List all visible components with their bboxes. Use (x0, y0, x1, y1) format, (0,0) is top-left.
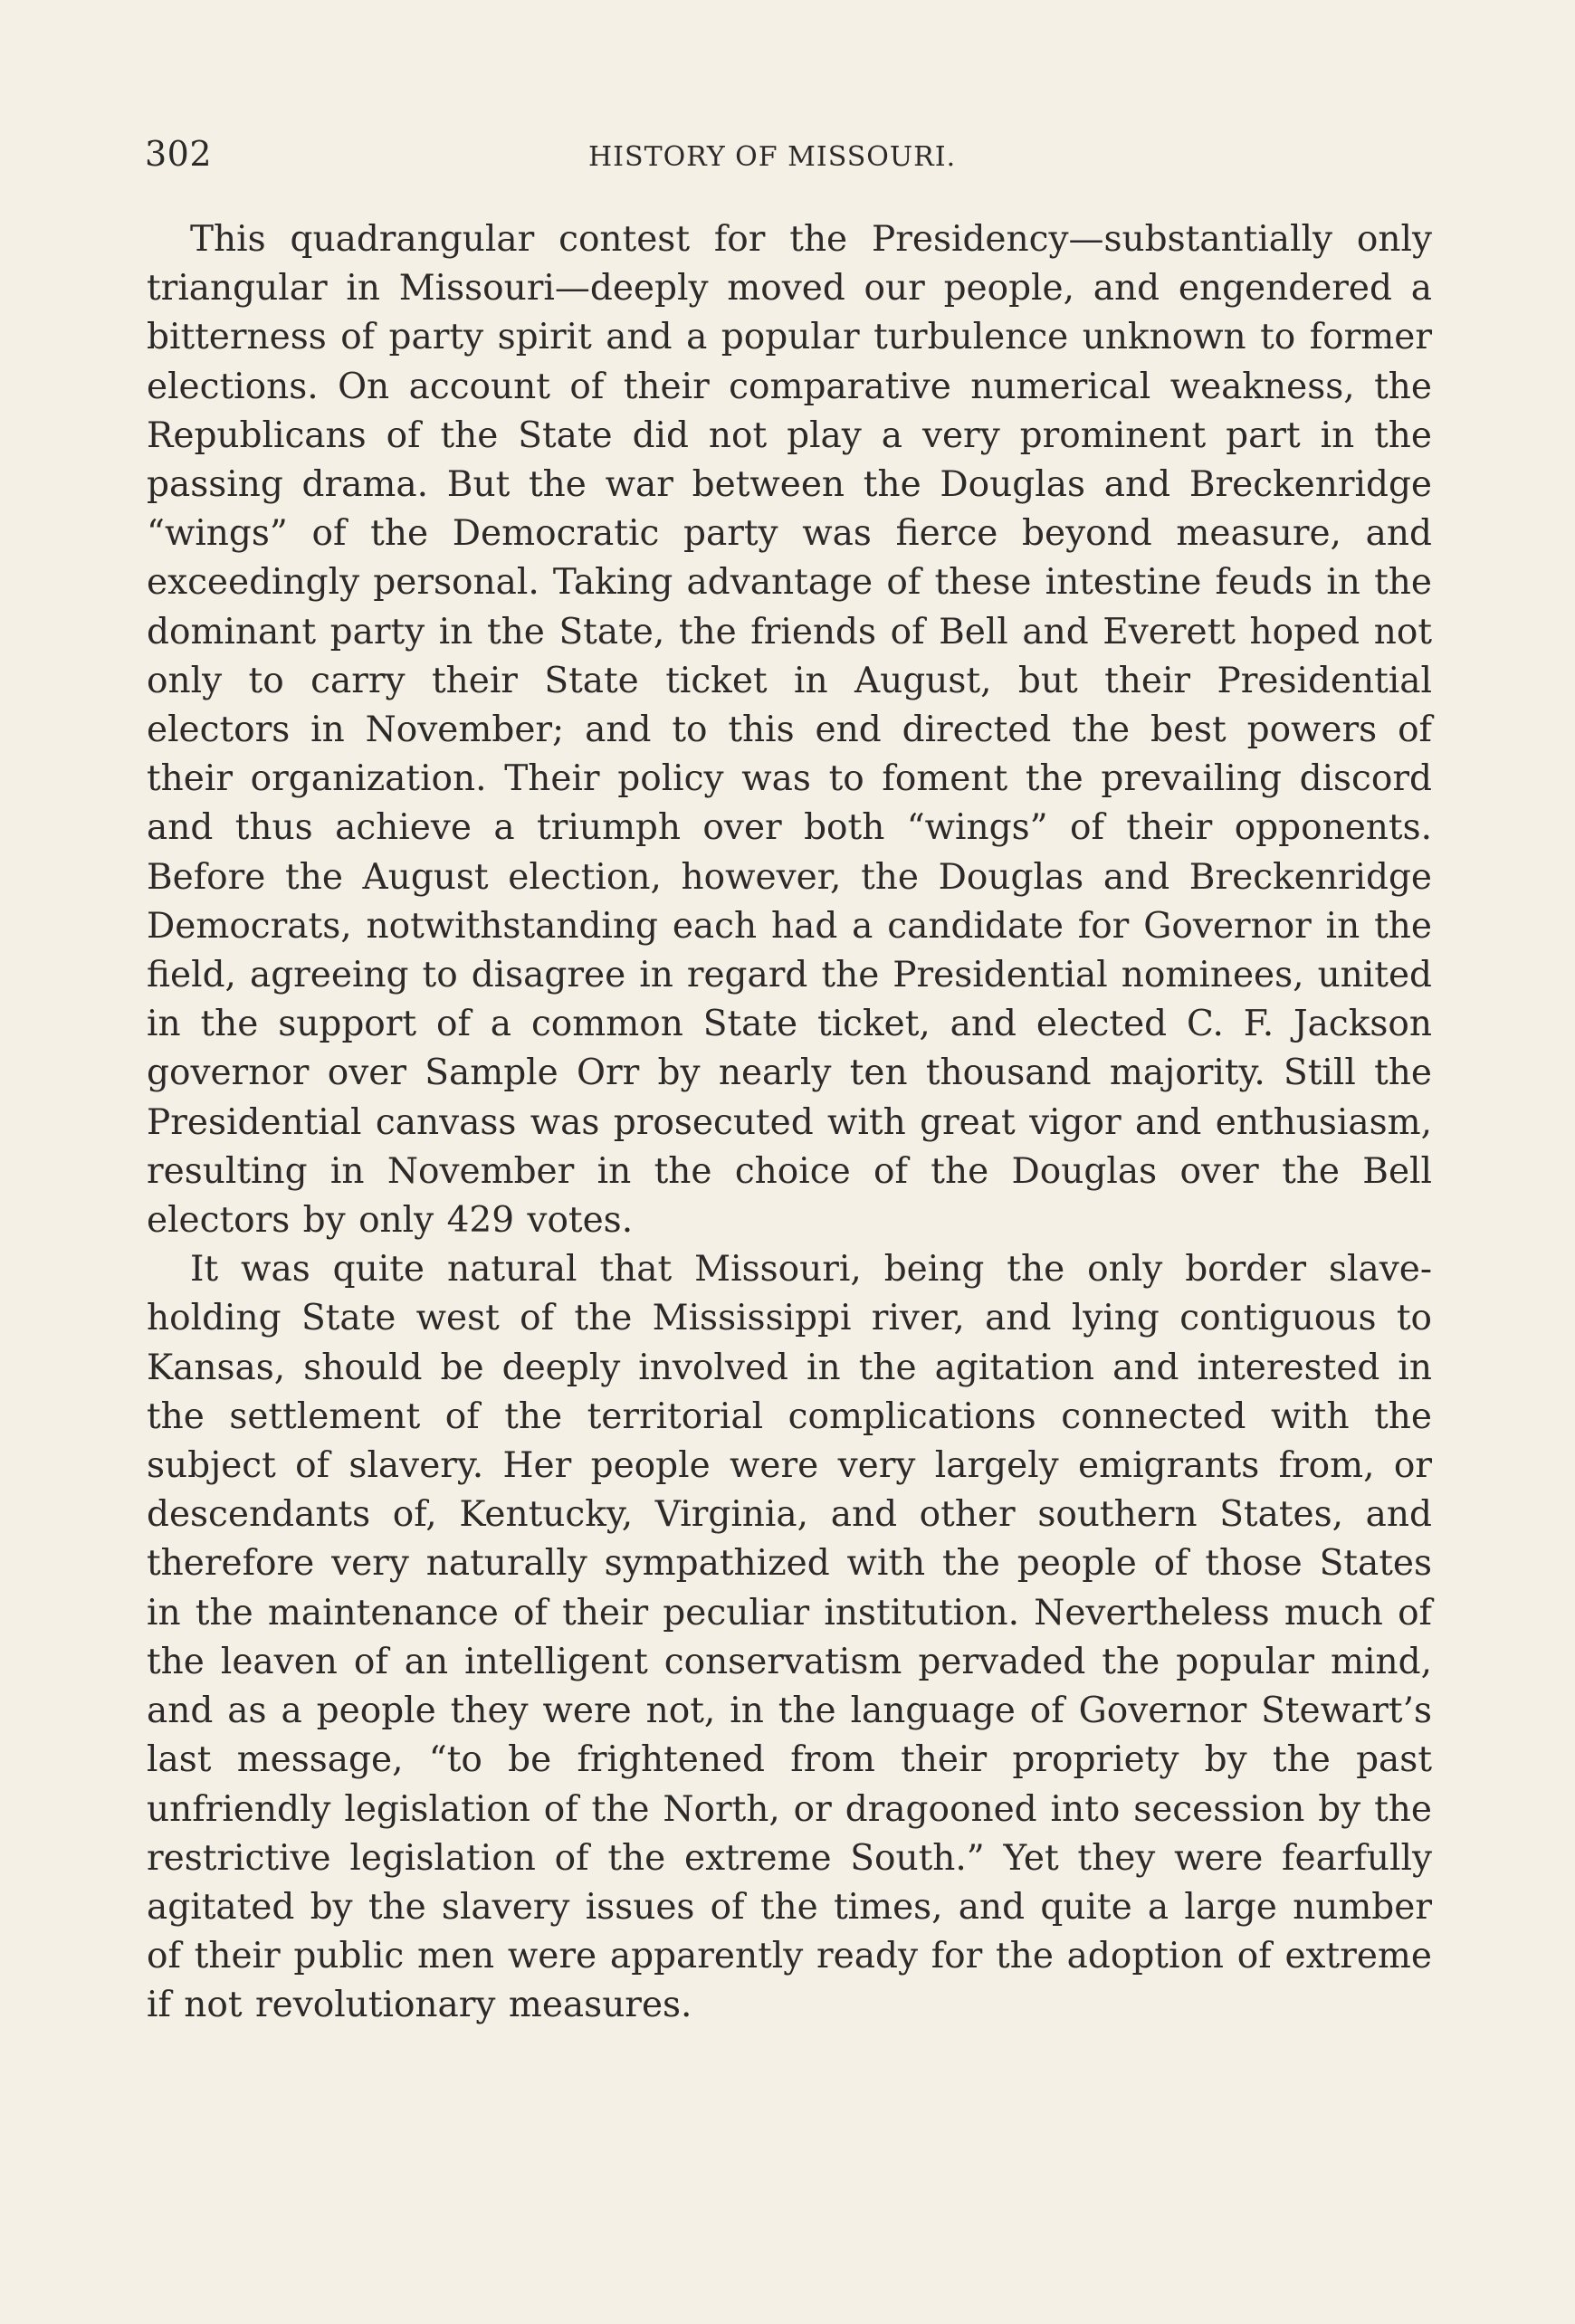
running-title: HISTORY OF MISSOURI. (588, 141, 957, 173)
body-text (147, 215, 1432, 2031)
paragraph: This quadrangular contest for the Presidency—substantially only triangular in Missouri—deeply moved our people, and engendered a bitterness of party spirit and a popular turbulence unknown to former elections. On account of their comparative numerical weakness, the Republicans of the State did not play a very prominent part in the passing drama. But the war between the Douglas and Breckenridge “wings” of the Democratic party was fierce beyond measure, and exceedingly personal. Taking advantage of these intestine feuds in the dominant party in the State, the friends of Bell and Everett hoped not only to carry their State ticket in August, but their Presidential electors in November; and to this end directed the best powers of their organization. Their policy was to foment the prevailing discord and thus achieve a triumph over both “wings” of their opponents. Before the August election, however, the Douglas and Breckenridge Democrats, notwithstanding each had a candidate for Governor in the field, agreeing to disagree in regard the Presidential nominees, united in the support of a common State ticket, and elected C. F. Jackson governor over Sample Orr by nearly ten thousand majority. Still the Presidential canvass was prosecuted with great vigor and enthusiasm, resulting in November in the choice of the Douglas over the Bell electors by only 429 votes. (147, 219, 1432, 1242)
paragraph: It was quite natural that Missouri, being the only border slave-holding State west of the Mississippi river, and lying contiguous to Kansas, should be deeply involved in the agitation and interested in the settlement of the territorial complications connected with the subject of slavery. Her people were very largely emigrants from, or descendants of, Kentucky, Virginia, and other southern States, and therefore very naturally sympathized with the people of those States in the maintenance of their peculiar institution. Nevertheless much of the leaven of an intelligent conservatism pervaded the popular mind, and as a people they were not, in the language of Governor Stewart’s last message, “to be frightened from their propriety by the past unfriendly legislation of the North, or dragooned into secession by the restrictive legislation of the extreme South.” Yet they were fearfully agitated by the slavery issues of the times, and quite a large number of their public men were apparently ready for the adoption of extreme if not revolutionary measures. (147, 1249, 1432, 2026)
page-number: 302 (145, 134, 213, 174)
page-header (145, 134, 1430, 181)
